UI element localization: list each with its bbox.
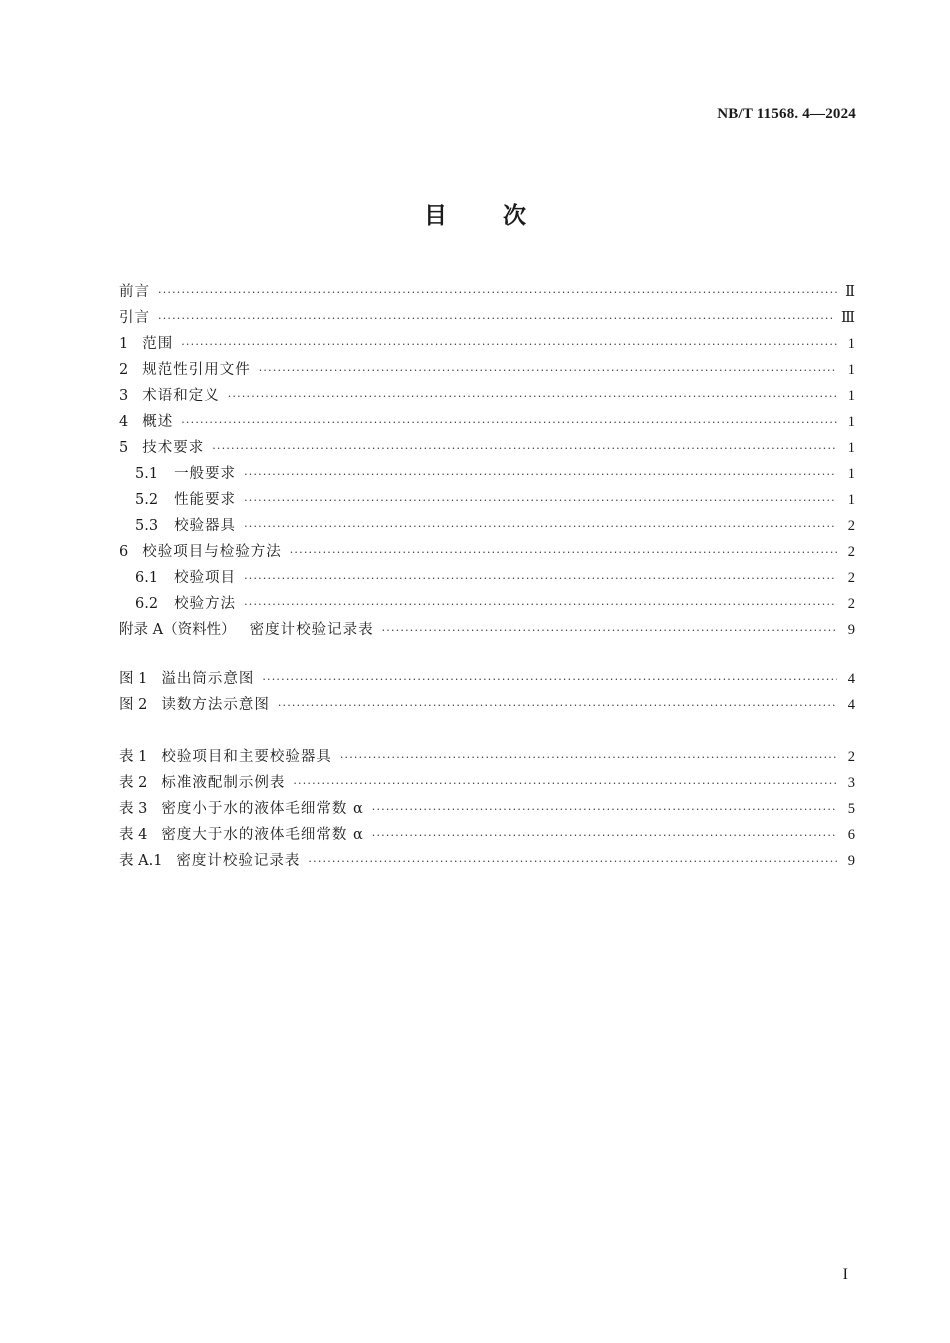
toc-entry-number: 5.1 xyxy=(135,466,159,482)
toc-entry-number: 5.2 xyxy=(135,492,159,508)
table-label: 密度计校验记录表 xyxy=(176,853,301,869)
toc-entry-foreword[interactable] xyxy=(119,279,855,305)
table-entry-4[interactable] xyxy=(119,822,855,848)
table-entry-1[interactable] xyxy=(119,744,855,770)
toc-entry-6[interactable] xyxy=(119,539,855,565)
table-page: 5 xyxy=(847,801,855,817)
toc-entry-page: 1 xyxy=(847,440,855,456)
table-label: 标准液配制示例表 xyxy=(161,775,286,791)
dot-leader xyxy=(181,332,837,358)
title-char-1: 目 xyxy=(424,203,447,229)
toc-entry-label: 校验器具 xyxy=(174,518,237,534)
table-number: 表 A.1 xyxy=(119,853,163,869)
toc-entry-6-2[interactable] xyxy=(119,591,855,617)
toc-entry-page: 2 xyxy=(847,518,855,534)
table-label: 密度大于水的液体毛细常数 α xyxy=(161,827,364,843)
toc-list xyxy=(119,279,855,643)
table-page: 2 xyxy=(847,749,855,765)
toc-entry-label: 术语和定义 xyxy=(142,388,220,404)
toc-entry-5-3[interactable] xyxy=(119,513,855,539)
toc-entry-3[interactable] xyxy=(119,383,855,409)
dot-leader xyxy=(308,849,837,875)
dot-leader xyxy=(290,540,837,566)
toc-entry-number: 5.3 xyxy=(135,518,159,534)
table-page: 9 xyxy=(847,853,855,869)
toc-entry-number: 6.1 xyxy=(135,570,159,586)
dot-leader xyxy=(244,488,837,514)
toc-entry-label: 性能要求 xyxy=(174,492,237,508)
toc-entry-page: 9 xyxy=(847,622,855,638)
toc-entry-page: 2 xyxy=(847,570,855,586)
figure-number: 图 1 xyxy=(119,671,148,687)
toc-entry-page: 2 xyxy=(847,596,855,612)
table-label: 密度小于水的液体毛细常数 α xyxy=(161,801,364,817)
toc-entry-page: 1 xyxy=(847,466,855,482)
toc-entry-page: Ⅱ xyxy=(845,284,855,300)
page-title xyxy=(0,197,950,230)
toc-entry-label: 一般要求 xyxy=(174,466,237,482)
table-page: 3 xyxy=(847,775,855,791)
toc-entry-label: 范围 xyxy=(142,336,174,352)
toc-entry-label: 校验项目与检验方法 xyxy=(142,544,282,560)
toc-entry-page: 1 xyxy=(847,388,855,404)
dot-leader xyxy=(212,436,837,462)
dot-leader xyxy=(259,358,837,384)
toc-entry-label: 技术要求 xyxy=(142,440,205,456)
dot-leader xyxy=(158,280,837,306)
figure-label: 读数方法示意图 xyxy=(161,697,270,713)
table-number: 表 2 xyxy=(119,775,148,791)
toc-entry-1[interactable] xyxy=(119,331,855,357)
table-entry-a1[interactable] xyxy=(119,848,855,874)
figure-label: 溢出筒示意图 xyxy=(161,671,255,687)
figure-entry-1[interactable] xyxy=(119,666,855,692)
toc-entry-number: 1 xyxy=(119,336,129,352)
toc-entry-page: 1 xyxy=(847,414,855,430)
toc-entry-number: 2 xyxy=(119,362,129,378)
toc-entry-page: 1 xyxy=(847,336,855,352)
toc-entry-label: 前言 xyxy=(119,284,150,300)
toc-entry-label: 引言 xyxy=(119,310,150,326)
toc-entry-page: 2 xyxy=(847,544,855,560)
dot-leader xyxy=(372,797,837,823)
toc-entry-label: 密度计校验记录表 xyxy=(249,622,374,638)
toc-entry-label: 校验方法 xyxy=(174,596,237,612)
figure-entry-2[interactable] xyxy=(119,692,855,718)
table-number: 表 4 xyxy=(119,827,148,843)
table-page: 6 xyxy=(847,827,855,843)
toc-entry-number: 附录 A（资料性） xyxy=(119,622,236,638)
toc-entry-4[interactable] xyxy=(119,409,855,435)
toc-entry-number: 4 xyxy=(119,414,129,430)
toc-entry-appendix-a[interactable] xyxy=(119,617,855,643)
toc-entry-label: 概述 xyxy=(142,414,174,430)
figure-page: 4 xyxy=(847,697,855,713)
table-entry-2[interactable] xyxy=(119,770,855,796)
toc-entry-label: 规范性引用文件 xyxy=(142,362,251,378)
dot-leader xyxy=(382,618,837,644)
toc-entry-page: 1 xyxy=(847,362,855,378)
table-number: 表 1 xyxy=(119,749,148,765)
page-number: I xyxy=(842,1266,848,1283)
dot-leader xyxy=(244,566,837,592)
dot-leader xyxy=(340,745,837,771)
standard-number: NB/T 11568. 4—2024 xyxy=(717,106,856,122)
dot-leader xyxy=(372,823,837,849)
toc-entry-page: 1 xyxy=(847,492,855,508)
table-number: 表 3 xyxy=(119,801,148,817)
title-char-2: 次 xyxy=(503,203,526,229)
table-entry-3[interactable] xyxy=(119,796,855,822)
dot-leader xyxy=(262,667,837,693)
toc-entry-6-1[interactable] xyxy=(119,565,855,591)
toc-entry-number: 6 xyxy=(119,544,129,560)
dot-leader xyxy=(181,410,837,436)
table-list xyxy=(119,744,855,874)
toc-entry-page: Ⅲ xyxy=(841,310,855,326)
dot-leader xyxy=(293,771,837,797)
dot-leader xyxy=(244,462,837,488)
toc-entry-label: 校验项目 xyxy=(174,570,237,586)
dot-leader xyxy=(278,693,837,719)
toc-entry-number: 5 xyxy=(119,440,129,456)
toc-entry-5-1[interactable] xyxy=(119,461,855,487)
figure-number: 图 2 xyxy=(119,697,148,713)
figure-list xyxy=(119,666,855,718)
table-label: 校验项目和主要校验器具 xyxy=(161,749,332,765)
dot-leader xyxy=(244,514,837,540)
toc-entry-number: 3 xyxy=(119,388,129,404)
toc-entry-2[interactable] xyxy=(119,357,855,383)
figure-page: 4 xyxy=(847,671,855,687)
dot-leader xyxy=(228,384,837,410)
toc-entry-5[interactable] xyxy=(119,435,855,461)
toc-entry-number: 6.2 xyxy=(135,596,159,612)
dot-leader xyxy=(244,592,837,618)
dot-leader xyxy=(158,306,835,332)
toc-entry-introduction[interactable] xyxy=(119,305,855,331)
toc-entry-5-2[interactable] xyxy=(119,487,855,513)
